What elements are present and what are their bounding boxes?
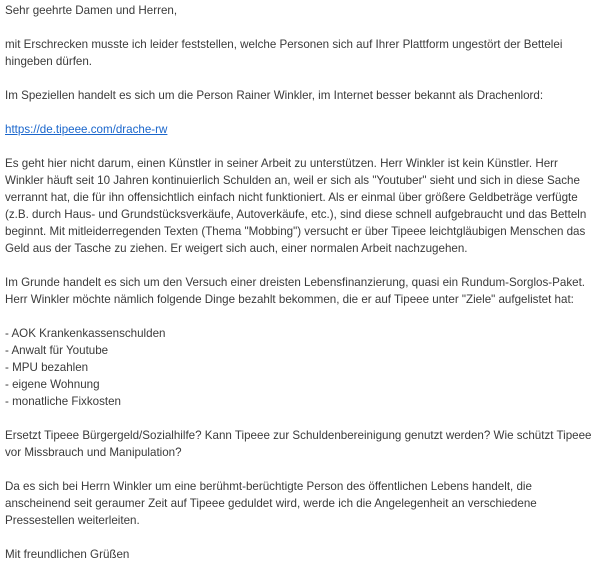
paragraph-5: Ersetzt Tipeee Bürgergeld/Sozialhilfe? Kann Tipeee zur Schuldenbereinigung genutzt werden? Wie schützt Tipeee vor Missbrauch und Manipulation? xyxy=(5,429,592,459)
email-body xyxy=(5,0,599,563)
paragraph-2: Im Speziellen handelt es sich um die Person Rainer Winkler, im Internet besser bekannt als Drachenlord: xyxy=(5,89,544,102)
closing: Mit freundlichen Grüßen xyxy=(5,548,130,561)
list-item: - Anwalt für Youtube xyxy=(5,344,109,357)
tipeee-link[interactable]: https://de.tipeee.com/drache-rw xyxy=(5,123,168,136)
list-item: - monatliche Fixkosten xyxy=(5,395,121,408)
paragraph-3: Es geht hier nicht darum, einen Künstler in seiner Arbeit zu unterstützen. Herr Winkler ist kein Künstler. Herr Winkler häuft seit 10 Jahren kontinuierlich Schulden an, weil er sich als "Youtuber" sieht und sich in diese Sache verrannt hat, die für ihn offensichtlich einfach nicht funktioniert. Als er einmal über größere Geldbeträge verfügte (z.B. durch Haus- und Grundstücksverkäufe, Autoverkäufe, etc.), sind diese schnell aufgebraucht und das Betteln beginnt. Mit mitleiderregenden Texten (Thema "Mobbing") versucht er über Tipeee leichtgläubigen Menschen das Geld aus der Tasche zu ziehen. Er weigert sich auch, einer normalen Arbeit nachzugehen. xyxy=(5,157,587,255)
list-item: - eigene Wohnung xyxy=(5,378,100,391)
paragraph-1: mit Erschrecken musste ich leider feststellen, welche Personen sich auf Ihrer Plattform ungestört der Bettelei hingeben dürfen. xyxy=(5,38,563,68)
list-item: - MPU bezahlen xyxy=(5,361,89,374)
salutation: Sehr geehrte Damen und Herren, xyxy=(5,4,178,17)
list-item: - AOK Krankenkassenschulden xyxy=(5,327,166,340)
goals-list xyxy=(5,325,599,410)
paragraph-4: Im Grunde handelt es sich um den Versuch einer dreisten Lebensfinanzierung, quasi ein Rundum-Sorglos-Paket. Herr Winkler möchte nämlich folgende Dinge bezahlt bekommen, die er auf Tipeee unter "Ziele" aufgelistet hat: xyxy=(5,276,586,306)
paragraph-6: Da es sich bei Herrn Winkler um eine berühmt-berüchtigte Person des öffentlichen Lebens handelt, die anscheinend seit geraumer Zeit auf Tipeee geduldet wird, werde ich die Angelegenheit an verschiedene Pressestellen weiterleiten. xyxy=(5,480,537,527)
